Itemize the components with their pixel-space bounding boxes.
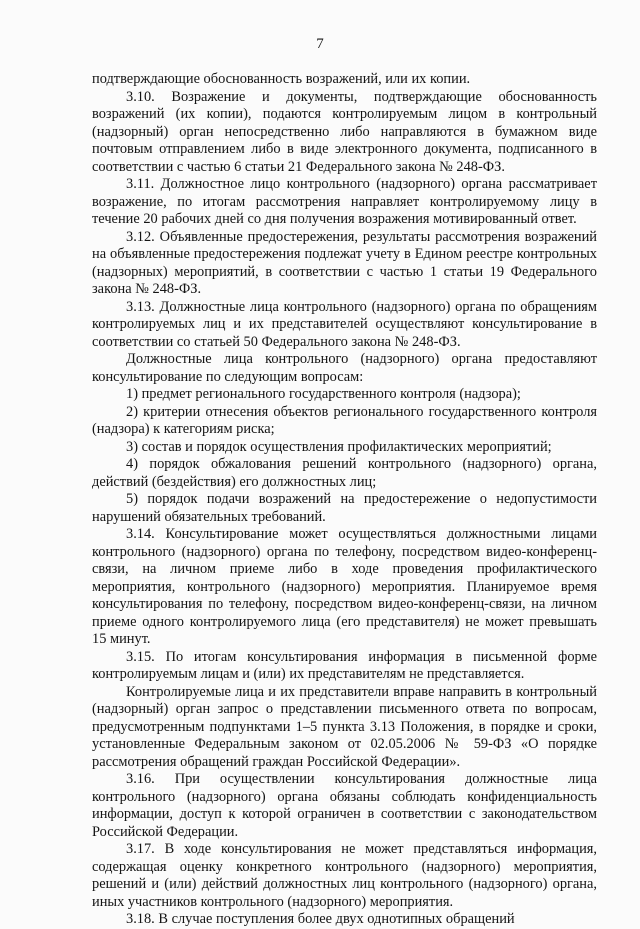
list-item-2: 2) критерии отнесения объектов регионального государственного контроля (надзора) к категориям риска; [92,403,597,437]
list-item-3: 3) состав и порядок осуществления профилактических мероприятий; [126,438,552,455]
list-item-1: 1) предмет регионального государственного контроля (надзора); [126,386,521,402]
paragraph: Должностные лица контрольного (надзорного) органа предоставляют консультирование по следующим вопросам: [92,351,597,385]
paragraph: Контролируемые лица и их представители вправе направить в контрольный (надзорный) орган запрос о представлении письменного ответа по вопросам, предусмотренным подпунктами 1–5 пункта 3.13 Положения, в порядке и сроки, установленные Федеральным законом от 02.05.2006 № 59-ФЗ «О порядке рассмотрения обращений граждан Российской Федерации». [92,683,597,770]
paragraph-3-14: 3.14. Консультирование может осуществляться должностными лицами контрольного (надзорного) органа по телефону, посредством видео-конференц-связи, на личном приеме либо в ходе проведения профилактического мероприятия, контрольного (надзорного) мероприятия. Планируемое время консультирования по телефону, посредством видео-конференц-связи, на личном приеме одного контролируемого лица (его представителя) не может превышать 15 минут. [92,526,597,647]
paragraph-3-15: 3.15. По итогам консультирования информация в письменной форме контролируемым лицам и (или) их представителям не представляется. [92,648,597,682]
paragraph: подтверждающие обоснованность возражений, или их копии. [92,71,471,87]
page-number: 7 [316,36,324,52]
list-item-5: 5) порядок подачи возражений на предостережение о недопустимости нарушений обязательных требований. [92,491,597,525]
document-body [92,71,597,929]
paragraph-3-16: 3.16. При осуществлении консультирования должностные лица контрольного (надзорного) органа обязаны соблюдать конфиденциальность информации, доступ к которой ограничен в соответствии с законодательством Российской Федерации. [92,771,597,840]
paragraph-3-17: 3.17. В ходе консультирования не может представляться информация, содержащая оценку конкретного контрольного (надзорного) мероприятия, решений и (или) действий должностных лиц контрольного (надзорного) органа, иных участников контрольного (надзорного) мероприятия. [92,841,597,910]
paragraph-3-18: 3.18. В случае поступления более двух однотипных обращений [126,911,515,927]
paragraph-3-13: 3.13. Должностные лица контрольного (надзорного) органа по обращениям контролируемых лиц и их представителей осуществляют консультирование в соответствии со статьей 50 Федерального закона № 248-ФЗ. [92,298,597,350]
paragraph-3-12: 3.12. Объявленные предостережения, результаты рассмотрения возражений на объявленные предостережения подлежат учету в Едином реестре контрольных (надзорных) мероприятий, в соответствии с частью 1 статьи 19 Федерального закона № 248-ФЗ. [92,228,597,297]
paragraph-3-11: 3.11. Должностное лицо контрольного (надзорного) органа рассматривает возражение, по итогам рассмотрения направляет контролируемому лицу в течение 20 рабочих дней со дня получения возражения мотивированный ответ. [92,176,597,227]
paragraph-3-10: 3.10. Возражение и документы, подтверждающие обоснованность возражений (их копии), подаются контролируемым лицом в контрольный (надзорный) орган непосредственно либо направляются в бумажном виде почтовым отправлением либо в виде электронного документа, подписанного в соответствии с частью 6 статьи 21 Федерального закона № 248-ФЗ. [92,88,597,175]
list-item-4: 4) порядок обжалования решений контрольного (надзорного) органа, действий (бездействия) его должностных лиц; [92,456,597,490]
